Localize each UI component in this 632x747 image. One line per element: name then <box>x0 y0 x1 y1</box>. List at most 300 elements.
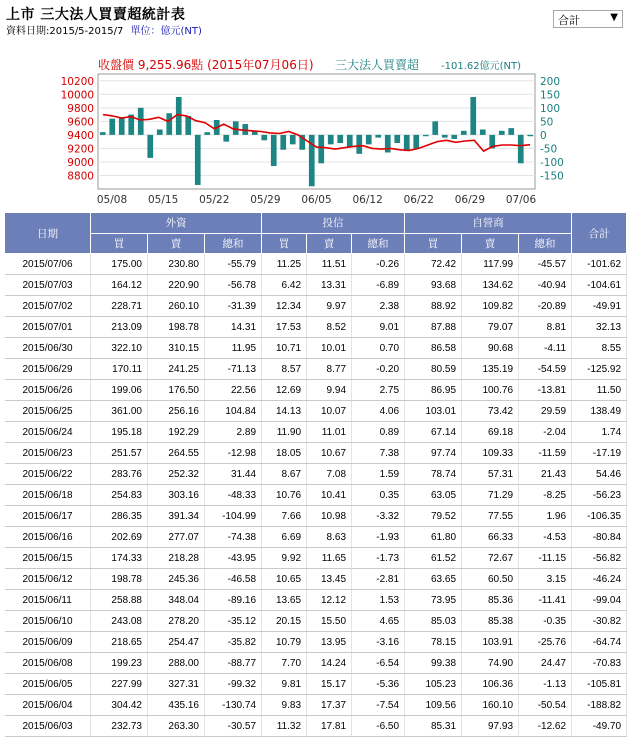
row-value: 11.51 <box>307 254 352 275</box>
net-bar <box>147 135 153 158</box>
row-date: 2015/06/05 <box>5 674 91 695</box>
row-value: 90.68 <box>462 338 519 359</box>
row-value: -30.82 <box>572 611 627 632</box>
row-value: -3.32 <box>352 506 405 527</box>
net-bar <box>261 135 267 140</box>
row-value: 2.38 <box>352 296 405 317</box>
row-value: 72.67 <box>462 548 519 569</box>
row-value: 327.31 <box>148 674 205 695</box>
net-value-label: -101.62億元(NT) <box>441 61 521 72</box>
right-tick-label: 100 <box>540 102 561 115</box>
row-value: 77.55 <box>462 506 519 527</box>
row-value: 218.28 <box>148 548 205 569</box>
row-value: 20.15 <box>262 611 307 632</box>
net-bar <box>432 121 438 135</box>
row-value: -31.39 <box>205 296 262 317</box>
row-value: -11.15 <box>519 548 572 569</box>
row-value: 213.09 <box>91 317 148 338</box>
x-tick-label: 06/29 <box>454 194 486 206</box>
row-date: 2015/06/15 <box>5 548 91 569</box>
col-foreign-sell: 賣 <box>148 233 205 254</box>
row-value: -2.81 <box>352 569 405 590</box>
table-row <box>5 611 627 632</box>
row-value: 73.42 <box>462 401 519 422</box>
row-value: 304.42 <box>91 695 148 716</box>
row-value: -5.36 <box>352 674 405 695</box>
net-bar <box>223 135 229 142</box>
row-value: 8.63 <box>307 527 352 548</box>
row-value: 10.71 <box>262 338 307 359</box>
row-value: -35.12 <box>205 611 262 632</box>
row-value: 11.32 <box>262 716 307 737</box>
x-tick-label: 06/05 <box>301 194 332 206</box>
table-row <box>5 527 627 548</box>
row-value: 22.56 <box>205 380 262 401</box>
table-row <box>5 674 627 695</box>
row-value: 60.50 <box>462 569 519 590</box>
row-value: -43.95 <box>205 548 262 569</box>
row-date: 2015/06/30 <box>5 338 91 359</box>
row-value: -50.54 <box>519 695 572 716</box>
table-row <box>5 548 627 569</box>
row-value: 288.00 <box>148 653 205 674</box>
table-row <box>5 275 627 296</box>
row-value: 86.58 <box>405 338 462 359</box>
right-tick-label: -50 <box>540 143 558 156</box>
row-value: 278.20 <box>148 611 205 632</box>
row-value: 220.90 <box>148 275 205 296</box>
row-value: 10.01 <box>307 338 352 359</box>
x-tick-label: 05/29 <box>250 194 281 206</box>
right-tick-label: -150 <box>540 170 564 183</box>
row-value: 361.00 <box>91 401 148 422</box>
net-bar <box>394 135 400 143</box>
row-value: 7.38 <box>352 443 405 464</box>
row-value: -12.98 <box>205 443 262 464</box>
row-value: 232.73 <box>91 716 148 737</box>
row-value: 21.43 <box>519 464 572 485</box>
row-date: 2015/06/25 <box>5 401 91 422</box>
row-value: 254.47 <box>148 632 205 653</box>
row-value: 66.33 <box>462 527 519 548</box>
row-value: 198.78 <box>91 569 148 590</box>
row-value: 6.69 <box>262 527 307 548</box>
row-value: 199.23 <box>91 653 148 674</box>
row-value: 1.74 <box>572 422 627 443</box>
row-value: -8.25 <box>519 485 572 506</box>
row-value: -7.54 <box>352 695 405 716</box>
table-row <box>5 695 627 716</box>
net-bar <box>423 135 429 136</box>
row-value: 8.77 <box>307 359 352 380</box>
row-value: 17.81 <box>307 716 352 737</box>
row-value: 85.38 <box>462 611 519 632</box>
row-value: -99.32 <box>205 674 262 695</box>
row-value: 12.12 <box>307 590 352 611</box>
row-value: -17.19 <box>572 443 627 464</box>
row-value: 245.36 <box>148 569 205 590</box>
row-value: 11.95 <box>205 338 262 359</box>
row-value: -89.16 <box>205 590 262 611</box>
row-date: 2015/06/26 <box>5 380 91 401</box>
net-bar <box>290 135 296 144</box>
net-bar <box>138 108 144 135</box>
row-value: 435.16 <box>148 695 205 716</box>
row-value: 8.57 <box>262 359 307 380</box>
row-value: -56.78 <box>205 275 262 296</box>
row-value: 78.15 <box>405 632 462 653</box>
row-value: 310.15 <box>148 338 205 359</box>
net-bar <box>337 135 343 143</box>
row-value: 8.55 <box>572 338 627 359</box>
row-value: -125.92 <box>572 359 627 380</box>
row-date: 2015/06/24 <box>5 422 91 443</box>
row-value: 12.34 <box>262 296 307 317</box>
row-value: 9.83 <box>262 695 307 716</box>
row-value: -49.70 <box>572 716 627 737</box>
row-value: 0.35 <box>352 485 405 506</box>
row-value: -74.38 <box>205 527 262 548</box>
row-value: -99.04 <box>572 590 627 611</box>
net-bar <box>318 135 324 163</box>
row-value: 9.94 <box>307 380 352 401</box>
row-value: 138.49 <box>572 401 627 422</box>
row-value: 18.05 <box>262 443 307 464</box>
row-value: 10.07 <box>307 401 352 422</box>
row-value: 29.59 <box>519 401 572 422</box>
row-value: 9.92 <box>262 548 307 569</box>
row-date: 2015/06/08 <box>5 653 91 674</box>
net-bar <box>375 135 381 138</box>
net-bar <box>385 135 391 153</box>
row-value: -104.99 <box>205 506 262 527</box>
table-row <box>5 380 627 401</box>
row-value: 106.36 <box>462 674 519 695</box>
row-value: 2.75 <box>352 380 405 401</box>
net-bar <box>527 135 533 136</box>
row-date: 2015/06/18 <box>5 485 91 506</box>
row-value: 9.97 <box>307 296 352 317</box>
row-value: 14.13 <box>262 401 307 422</box>
row-value: 1.59 <box>352 464 405 485</box>
row-value: 97.74 <box>405 443 462 464</box>
row-value: 104.84 <box>205 401 262 422</box>
row-value: -11.41 <box>519 590 572 611</box>
row-value: 13.65 <box>262 590 307 611</box>
row-value: -130.74 <box>205 695 262 716</box>
x-tick-label: 05/15 <box>147 194 179 206</box>
table-row <box>5 653 627 674</box>
row-value: 61.52 <box>405 548 462 569</box>
col-foreign-net: 總和 <box>205 233 262 254</box>
row-value: 109.56 <box>405 695 462 716</box>
row-date: 2015/06/11 <box>5 590 91 611</box>
row-value: -25.76 <box>519 632 572 653</box>
row-value: 227.99 <box>91 674 148 695</box>
row-value: -104.61 <box>572 275 627 296</box>
net-bar <box>366 135 372 144</box>
row-value: 4.06 <box>352 401 405 422</box>
row-value: 99.38 <box>405 653 462 674</box>
row-value: 10.67 <box>307 443 352 464</box>
net-bar <box>166 113 172 135</box>
net-bar <box>204 132 210 135</box>
row-value: -48.33 <box>205 485 262 506</box>
row-value: -20.89 <box>519 296 572 317</box>
row-value: 103.91 <box>462 632 519 653</box>
row-value: 175.00 <box>91 254 148 275</box>
net-bar <box>518 135 524 163</box>
row-value: 174.33 <box>91 548 148 569</box>
row-value: 85.31 <box>405 716 462 737</box>
right-tick-label: 50 <box>540 116 554 129</box>
net-bar <box>347 135 353 147</box>
row-value: -4.11 <box>519 338 572 359</box>
net-bar <box>480 129 486 134</box>
row-date: 2015/06/23 <box>5 443 91 464</box>
date-range <box>6 22 202 37</box>
row-value: 243.08 <box>91 611 148 632</box>
page-title: 上市 三大法人買賣超統計表 <box>6 7 186 23</box>
row-value: 88.92 <box>405 296 462 317</box>
row-value: 348.04 <box>148 590 205 611</box>
row-value: 230.80 <box>148 254 205 275</box>
col-trust-sell: 賣 <box>307 233 352 254</box>
left-tick-label: 8800 <box>67 170 94 183</box>
col-dealer: 自營商 <box>405 213 572 234</box>
table-row <box>5 254 627 275</box>
row-value: -6.54 <box>352 653 405 674</box>
row-value: -0.35 <box>519 611 572 632</box>
row-value: 63.65 <box>405 569 462 590</box>
institutional-table <box>4 212 627 737</box>
row-value: 391.34 <box>148 506 205 527</box>
row-value: 1.96 <box>519 506 572 527</box>
x-tick-label: 05/08 <box>96 194 128 206</box>
row-value: 176.50 <box>148 380 205 401</box>
x-axis <box>97 194 537 206</box>
row-value: 61.80 <box>405 527 462 548</box>
table-row <box>5 359 627 380</box>
row-value: 14.24 <box>307 653 352 674</box>
row-value: 8.52 <box>307 317 352 338</box>
row-value: -54.59 <box>519 359 572 380</box>
right-axis <box>540 76 564 183</box>
table-row <box>5 464 627 485</box>
row-value: -13.81 <box>519 380 572 401</box>
row-date: 2015/06/03 <box>5 716 91 737</box>
row-date: 2015/06/04 <box>5 695 91 716</box>
table-body <box>5 254 627 737</box>
plot-area <box>98 74 535 189</box>
row-value: 15.17 <box>307 674 352 695</box>
row-value: 303.16 <box>148 485 205 506</box>
row-value: 13.45 <box>307 569 352 590</box>
row-value: -4.53 <box>519 527 572 548</box>
table-row <box>5 485 627 506</box>
row-value: 72.42 <box>405 254 462 275</box>
row-date: 2015/06/09 <box>5 632 91 653</box>
x-tick-label: 07/06 <box>505 194 537 206</box>
table-row <box>5 422 627 443</box>
row-date: 2015/07/02 <box>5 296 91 317</box>
row-value: 24.47 <box>519 653 572 674</box>
left-tick-label: 10200 <box>60 75 94 88</box>
table-row <box>5 401 627 422</box>
row-date: 2015/07/06 <box>5 254 91 275</box>
row-value: 10.79 <box>262 632 307 653</box>
row-value: 241.25 <box>148 359 205 380</box>
row-value: -1.93 <box>352 527 405 548</box>
table-row <box>5 296 627 317</box>
row-value: 86.95 <box>405 380 462 401</box>
row-value: 11.25 <box>262 254 307 275</box>
row-date: 2015/06/17 <box>5 506 91 527</box>
row-date: 2015/07/01 <box>5 317 91 338</box>
left-tick-label: 9800 <box>67 102 94 115</box>
chevron-down-icon[interactable]: ▼ <box>610 12 618 23</box>
row-value: -56.23 <box>572 485 627 506</box>
row-value: -12.62 <box>519 716 572 737</box>
row-value: 9.01 <box>352 317 405 338</box>
row-value: 7.70 <box>262 653 307 674</box>
row-value: 9.81 <box>262 674 307 695</box>
row-value: 256.16 <box>148 401 205 422</box>
row-value: 54.46 <box>572 464 627 485</box>
table-row <box>5 443 627 464</box>
row-value: -106.35 <box>572 506 627 527</box>
row-value: 11.90 <box>262 422 307 443</box>
row-value: -1.13 <box>519 674 572 695</box>
col-dealer-sell: 賣 <box>462 233 519 254</box>
row-value: 79.52 <box>405 506 462 527</box>
net-bar <box>195 135 201 185</box>
net-bar <box>451 135 457 139</box>
net-bar <box>109 119 115 135</box>
table-row <box>5 632 627 653</box>
row-value: -46.58 <box>205 569 262 590</box>
net-bar <box>100 132 106 135</box>
left-tick-label: 10000 <box>60 89 94 102</box>
row-date: 2015/07/03 <box>5 275 91 296</box>
row-value: 105.23 <box>405 674 462 695</box>
row-value: 0.89 <box>352 422 405 443</box>
net-bar <box>499 131 505 135</box>
right-tick-label: 150 <box>540 89 561 102</box>
row-value: -3.16 <box>352 632 405 653</box>
row-value: 260.10 <box>148 296 205 317</box>
unit-label: 單位：億元(NT) <box>130 26 202 37</box>
right-tick-label: -100 <box>540 156 564 169</box>
col-dealer-buy: 買 <box>405 233 462 254</box>
row-value: 8.67 <box>262 464 307 485</box>
row-value: 195.18 <box>91 422 148 443</box>
row-value: -0.26 <box>352 254 405 275</box>
net-bar <box>280 135 286 150</box>
row-value: 117.99 <box>462 254 519 275</box>
row-value: -30.57 <box>205 716 262 737</box>
row-value: -6.89 <box>352 275 405 296</box>
category-select[interactable] <box>553 10 623 28</box>
row-value: 135.19 <box>462 359 519 380</box>
row-value: 134.62 <box>462 275 519 296</box>
row-value: 251.57 <box>91 443 148 464</box>
row-value: 228.71 <box>91 296 148 317</box>
row-value: 13.95 <box>307 632 352 653</box>
row-value: 14.31 <box>205 317 262 338</box>
row-value: 277.07 <box>148 527 205 548</box>
row-value: -11.59 <box>519 443 572 464</box>
row-value: 263.30 <box>148 716 205 737</box>
row-value: -45.57 <box>519 254 572 275</box>
row-date: 2015/06/12 <box>5 569 91 590</box>
row-value: 7.08 <box>307 464 352 485</box>
row-value: -55.79 <box>205 254 262 275</box>
row-value: -80.84 <box>572 527 627 548</box>
net-bar <box>328 135 334 144</box>
row-date: 2015/06/29 <box>5 359 91 380</box>
table-row <box>5 716 627 737</box>
net-bar <box>470 97 476 135</box>
row-value: 15.50 <box>307 611 352 632</box>
table-row <box>5 317 627 338</box>
row-value: -35.82 <box>205 632 262 653</box>
col-trust-buy: 買 <box>262 233 307 254</box>
row-value: 80.59 <box>405 359 462 380</box>
row-value: 109.33 <box>462 443 519 464</box>
row-value: 202.69 <box>91 527 148 548</box>
col-trust-net: 總和 <box>352 233 405 254</box>
row-value: 164.12 <box>91 275 148 296</box>
table-row <box>5 569 627 590</box>
left-axis <box>61 76 94 183</box>
row-value: 79.07 <box>462 317 519 338</box>
row-value: 71.29 <box>462 485 519 506</box>
x-tick-label: 05/22 <box>199 194 230 206</box>
row-value: 10.65 <box>262 569 307 590</box>
row-value: 67.14 <box>405 422 462 443</box>
row-value: 31.44 <box>205 464 262 485</box>
col-dealer-net: 總和 <box>519 233 572 254</box>
row-value: -105.81 <box>572 674 627 695</box>
net-bar <box>356 135 362 154</box>
row-value: 69.18 <box>462 422 519 443</box>
row-value: 192.29 <box>148 422 205 443</box>
row-value: 8.81 <box>519 317 572 338</box>
row-value: 74.90 <box>462 653 519 674</box>
row-value: 2.89 <box>205 422 262 443</box>
category-select-value: 合計 <box>558 14 580 27</box>
net-bar <box>404 135 410 151</box>
row-value: 85.36 <box>462 590 519 611</box>
row-value: 11.65 <box>307 548 352 569</box>
close-price-label: 收盤價 9,255.96點 (2015年07月06日) <box>98 58 314 72</box>
row-value: 57.31 <box>462 464 519 485</box>
row-value: 97.93 <box>462 716 519 737</box>
row-value: 13.31 <box>307 275 352 296</box>
row-value: -6.50 <box>352 716 405 737</box>
row-value: 85.03 <box>405 611 462 632</box>
row-value: 283.76 <box>91 464 148 485</box>
row-value: 0.70 <box>352 338 405 359</box>
col-foreign: 外資 <box>91 213 262 234</box>
row-value: 78.74 <box>405 464 462 485</box>
row-value: 73.95 <box>405 590 462 611</box>
row-value: 3.15 <box>519 569 572 590</box>
col-date: 日期 <box>5 213 91 254</box>
row-date: 2015/06/10 <box>5 611 91 632</box>
row-value: -1.73 <box>352 548 405 569</box>
